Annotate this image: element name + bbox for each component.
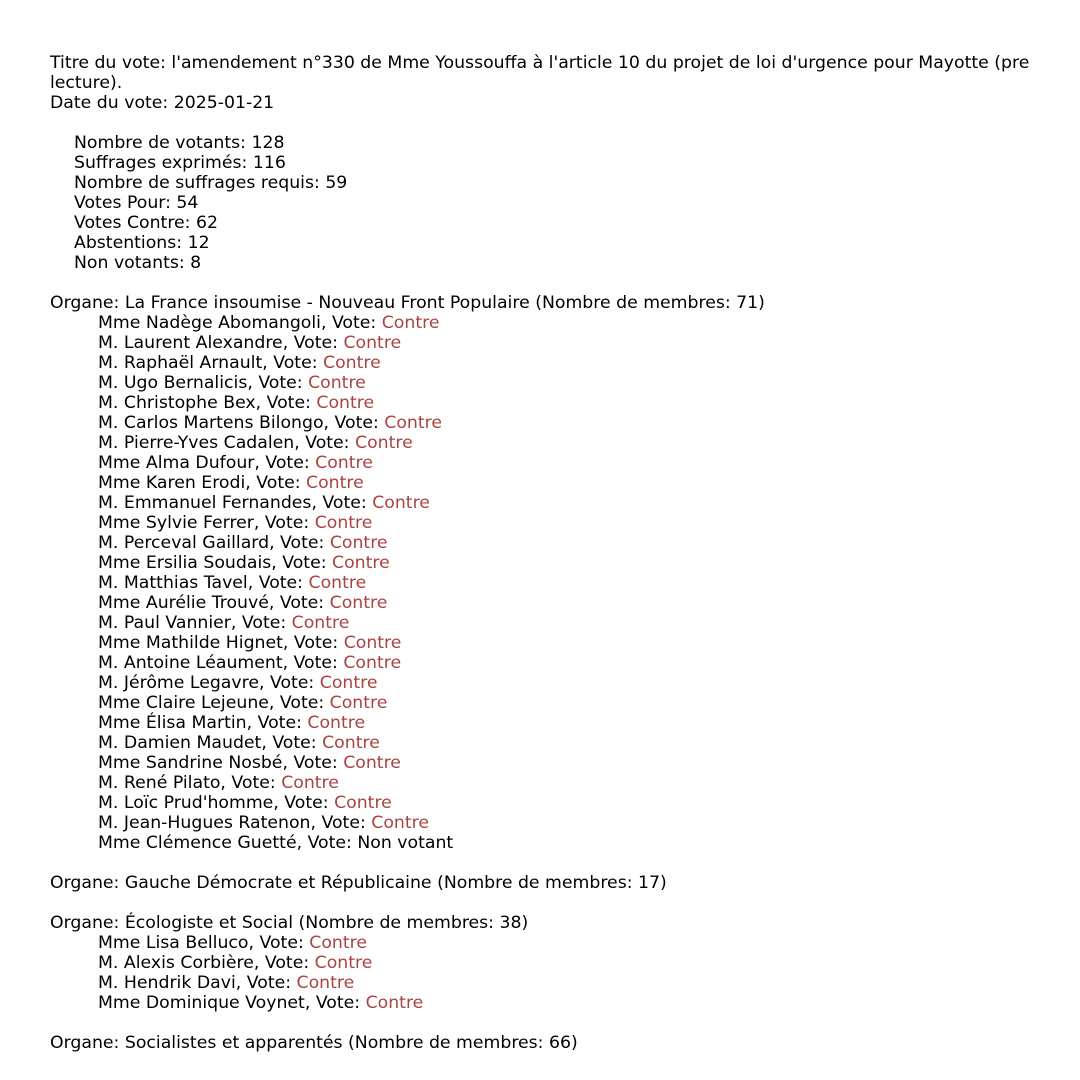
stat-label: Votes Contre:	[74, 213, 196, 233]
organe-prefix: Organe:	[50, 873, 125, 893]
organe-prefix: Organe:	[50, 913, 125, 933]
vote-value: Contre	[296, 973, 355, 993]
members-suffix: )	[571, 1033, 578, 1053]
vote-value: Contre	[381, 313, 440, 333]
deputy-name: Mme Claire Lejeune	[98, 693, 269, 713]
deputy-row	[50, 693, 1080, 713]
vote-label: , Vote:	[248, 933, 310, 953]
vote-label: , Vote:	[296, 833, 358, 853]
stat-label: Abstentions:	[74, 233, 188, 253]
deputy-row	[50, 733, 1080, 753]
vote-label: , Vote:	[253, 513, 315, 533]
vote-title-continuation: lecture).	[50, 73, 123, 93]
deputy-row	[50, 793, 1080, 813]
deputy-row	[50, 373, 1080, 393]
organe-heading	[50, 293, 1080, 313]
stat-value: 8	[190, 253, 202, 273]
vote-value: Contre	[372, 493, 430, 513]
deputy-row	[50, 753, 1080, 773]
organe-heading	[50, 873, 1080, 893]
members-count: 38	[499, 913, 522, 933]
vote-value: Contre	[306, 473, 364, 493]
deputy-row	[50, 333, 1080, 353]
vote-value: Contre	[315, 453, 373, 473]
vote-date-line	[50, 93, 1080, 113]
stat-label: Suffrages exprimés:	[74, 153, 253, 173]
vote-stats	[50, 133, 1080, 273]
vote-label: , Vote:	[254, 453, 316, 473]
vote-value: Contre	[291, 613, 350, 633]
organe-list	[50, 273, 1080, 1053]
deputy-row	[50, 353, 1080, 373]
vote-value: Contre	[371, 813, 430, 833]
vote-label: , Vote:	[310, 813, 372, 833]
vote-label: , Vote:	[323, 413, 385, 433]
deputy-name: M. Raphaël Arnault	[98, 353, 263, 373]
organe-name: Socialistes et apparentés	[124, 1033, 343, 1053]
vote-value: Contre	[334, 793, 392, 813]
deputy-row	[50, 533, 1080, 553]
vote-value: Contre	[343, 653, 402, 673]
deputy-name: M. René Pilato	[98, 773, 221, 793]
deputy-name: M. Damien Maudet	[98, 733, 262, 753]
vote-label: , Vote:	[268, 593, 330, 613]
deputy-name: Mme Alma Dufour	[98, 453, 255, 473]
vote-date: 2025-01-21	[173, 93, 275, 113]
vote-value: Contre	[322, 733, 380, 753]
deputy-name: M. Loïc Prud'homme	[98, 793, 274, 813]
vote-label: , Vote:	[255, 393, 317, 413]
stat-label: Non votants:	[74, 253, 191, 273]
deputy-name: M. Jérôme Legavre	[98, 673, 259, 693]
organe-name: La France insoumise - Nouveau Front Populaire	[124, 293, 530, 313]
stat-value: 128	[251, 133, 285, 153]
vote-label: , Vote:	[261, 733, 323, 753]
vote-value: Contre	[316, 393, 375, 413]
stat-value: 116	[252, 153, 286, 173]
stat-value: 12	[187, 233, 210, 253]
deputy-row	[50, 453, 1080, 473]
deputy-name: M. Alexis Corbière	[98, 953, 254, 973]
deputy-row	[50, 833, 1080, 853]
stat-label: Votes Pour:	[74, 193, 177, 213]
organe-heading	[50, 913, 1080, 933]
deputy-name: Mme Clémence Guetté	[98, 833, 297, 853]
deputy-row	[50, 633, 1080, 653]
vote-label: , Vote:	[282, 333, 344, 353]
deputy-row	[50, 593, 1080, 613]
vote-value: Non votant	[357, 833, 454, 853]
vote-value: Contre	[332, 553, 390, 573]
deputy-row	[50, 993, 1080, 1013]
vote-label: , Vote:	[271, 553, 333, 573]
vote-date-prefix: Date du vote:	[50, 93, 174, 113]
organe-prefix: Organe:	[50, 1033, 125, 1053]
vote-value: Contre	[384, 413, 443, 433]
spacer	[50, 853, 1080, 873]
stat-row	[50, 153, 1080, 173]
vote-title: l'amendement n°330 de Mme Youssouffa à l'article 10 du projet de loi d'urgence pour Mayotte (pre	[171, 53, 1030, 73]
organe-prefix: Organe:	[50, 293, 125, 313]
vote-value: Contre	[365, 993, 424, 1013]
vote-value: Contre	[323, 353, 381, 373]
stat-row	[50, 133, 1080, 153]
organe-heading	[50, 1033, 1080, 1053]
deputy-name: M. Antoine Léaument	[98, 653, 283, 673]
vote-label: , Vote:	[294, 433, 355, 453]
vote-value: Contre	[281, 773, 339, 793]
vote-label: , Vote:	[268, 693, 330, 713]
stat-value: 54	[176, 193, 199, 213]
deputy-name: M. Perceval Gaillard	[98, 533, 270, 553]
deputy-name: M. Matthias Tavel	[98, 573, 248, 593]
vote-value: Contre	[355, 433, 413, 453]
vote-label: , Vote:	[247, 373, 309, 393]
deputy-name: M. Emmanuel Fernandes	[98, 493, 312, 513]
vote-label: , Vote:	[269, 533, 330, 553]
vote-label: , Vote:	[282, 653, 344, 673]
deputy-name: M. Ugo Bernalicis	[98, 373, 248, 393]
deputy-row	[50, 573, 1080, 593]
members-prefix: (Nombre de membres:	[431, 873, 639, 893]
deputy-name: Mme Sandrine Nosbé	[98, 753, 283, 773]
members-count: 17	[638, 873, 661, 893]
deputy-name: Mme Karen Erodi	[98, 473, 246, 493]
vote-label: , Vote:	[282, 753, 344, 773]
organe-name: Écologiste et Social	[124, 913, 294, 933]
vote-label: , Vote:	[235, 973, 297, 993]
vote-value: Contre	[329, 693, 388, 713]
members-prefix: (Nombre de membres:	[293, 913, 500, 933]
deputy-name: Mme Nadège Abomangoli	[98, 313, 321, 333]
deputy-name: Mme Sylvie Ferrer	[98, 513, 254, 533]
stat-row	[50, 193, 1080, 213]
members-count: 71	[736, 293, 759, 313]
deputy-name: M. Carlos Martens Bilongo	[98, 413, 324, 433]
vote-label: , Vote:	[304, 993, 366, 1013]
vote-value: Contre	[329, 593, 388, 613]
deputy-row	[50, 473, 1080, 493]
vote-value: Contre	[343, 633, 402, 653]
vote-label: , Vote:	[320, 313, 382, 333]
vote-value: Contre	[308, 573, 367, 593]
spacer	[50, 113, 1080, 133]
organe-name: Gauche Démocrate et Républicaine	[124, 873, 432, 893]
deputy-row	[50, 973, 1080, 993]
vote-label: , Vote:	[253, 953, 315, 973]
vote-label: , Vote:	[311, 493, 373, 513]
deputy-row	[50, 773, 1080, 793]
stat-row	[50, 253, 1080, 273]
members-suffix: )	[758, 293, 765, 313]
vote-value: Contre	[343, 333, 402, 353]
vote-label: , Vote:	[258, 673, 320, 693]
vote-value: Contre	[307, 713, 366, 733]
vote-document	[50, 53, 1080, 1053]
vote-label: , Vote:	[246, 713, 308, 733]
deputy-row	[50, 713, 1080, 733]
deputy-row	[50, 613, 1080, 633]
deputy-name: Mme Élisa Martin	[98, 713, 247, 733]
members-suffix: )	[521, 913, 529, 933]
deputy-row	[50, 413, 1080, 433]
stat-value: 59	[325, 173, 348, 193]
vote-value: Contre	[309, 933, 368, 953]
deputy-name: M. Christophe Bex	[98, 393, 256, 413]
members-prefix: (Nombre de membres:	[529, 293, 737, 313]
stat-row	[50, 173, 1080, 193]
stat-row	[50, 233, 1080, 253]
vote-label: , Vote:	[247, 573, 309, 593]
deputy-row	[50, 393, 1080, 413]
members-count: 66	[549, 1033, 571, 1053]
stat-value: 62	[196, 213, 218, 233]
deputy-row	[50, 933, 1080, 953]
deputy-name: Mme Mathilde Hignet	[98, 633, 283, 653]
members-suffix: )	[660, 873, 667, 893]
stat-row	[50, 213, 1080, 233]
vote-value: Contre	[329, 533, 388, 553]
stat-label: Nombre de votants:	[74, 133, 252, 153]
deputy-row	[50, 313, 1080, 333]
deputy-row	[50, 553, 1080, 573]
vote-value: Contre	[319, 673, 378, 693]
vote-label: , Vote:	[273, 793, 335, 813]
deputy-name: M. Paul Vannier	[98, 613, 231, 633]
vote-value: Contre	[314, 953, 373, 973]
deputy-name: M. Jean-Hugues Ratenon	[98, 813, 311, 833]
deputy-row	[50, 433, 1080, 453]
vote-label: , Vote:	[262, 353, 324, 373]
vote-label: , Vote:	[282, 633, 344, 653]
vote-value: Contre	[308, 373, 366, 393]
spacer	[50, 273, 1080, 293]
deputy-row	[50, 653, 1080, 673]
deputy-name: M. Hendrik Davi	[98, 973, 236, 993]
deputy-name: Mme Aurélie Trouvé	[98, 593, 269, 613]
vote-label: , Vote:	[245, 473, 307, 493]
spacer	[50, 893, 1080, 913]
deputy-name: M. Laurent Alexandre	[98, 333, 283, 353]
vote-value: Contre	[314, 513, 373, 533]
deputy-row	[50, 813, 1080, 833]
vote-title-prefix: Titre du vote:	[50, 53, 172, 73]
vote-label: , Vote:	[220, 773, 282, 793]
spacer	[50, 1013, 1080, 1033]
deputy-name: Mme Dominique Voynet	[98, 993, 305, 1013]
deputy-name: M. Pierre-Yves Cadalen	[98, 433, 295, 453]
deputy-row	[50, 493, 1080, 513]
deputy-name: Mme Lisa Belluco	[98, 933, 249, 953]
vote-title-line	[50, 53, 1080, 73]
deputy-row	[50, 513, 1080, 533]
members-prefix: (Nombre de membres:	[342, 1033, 549, 1053]
vote-value: Contre	[343, 753, 401, 773]
vote-label: , Vote:	[230, 613, 292, 633]
deputy-row	[50, 953, 1080, 973]
deputy-row	[50, 673, 1080, 693]
deputy-name: Mme Ersilia Soudais	[98, 553, 272, 573]
stat-label: Nombre de suffrages requis:	[74, 173, 326, 193]
